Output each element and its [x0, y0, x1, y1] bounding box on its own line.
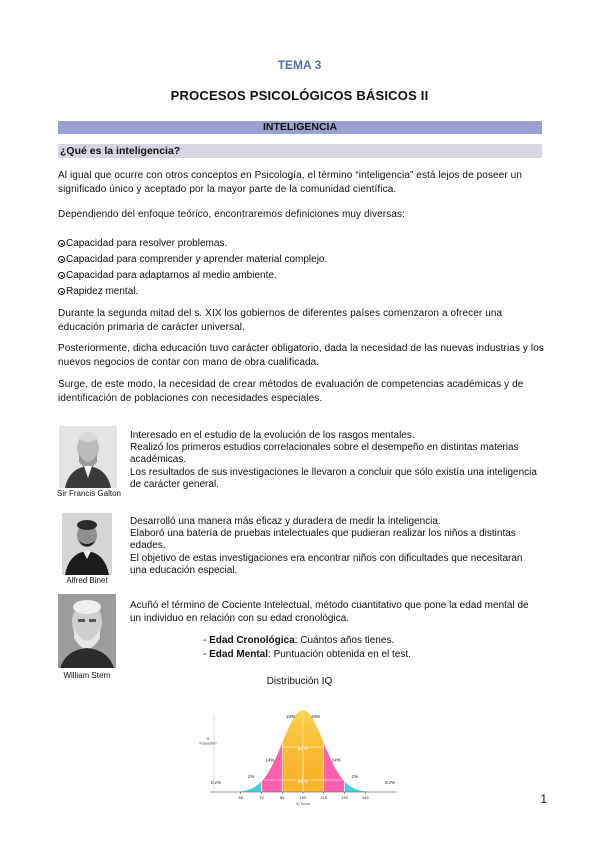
bullet-item: Capacidad para comprender y aprender material complejo.	[58, 253, 327, 267]
iq-chart-svg	[196, 700, 406, 812]
chart-band	[262, 742, 283, 792]
intro-paragraph-2: Dependiendo del enfoque teórico, encontraremos definiciones muy diversas:	[58, 209, 405, 220]
bullet-icon	[58, 288, 65, 295]
intro-paragraph-5: Surge, de este modo, la necesidad de crear métodos de evaluación de competencias académicas y de identificación de poblaciones con necesidades especiales.	[58, 379, 524, 404]
band-label: 14%	[331, 757, 341, 763]
chart-band	[241, 781, 262, 792]
iq-distribution-chart	[196, 700, 406, 812]
galton-portrait	[59, 426, 117, 488]
x-tick-label: 85	[280, 795, 285, 800]
intro-paragraph-4: Posteriormente, dicha educación tuvo carácter obligatorio, dada la necesidad de las nuevas industrias y los nuevos negocios de contar con mano de obra cualificada.	[58, 343, 544, 368]
section-heading: INTELIGENCIA	[58, 121, 542, 134]
band-label: 14%	[265, 757, 275, 763]
question-heading: ¿Qué es la inteligencia?	[58, 144, 542, 158]
x-tick-label: 70	[259, 795, 264, 800]
y-axis-label: % Population	[199, 737, 217, 746]
stern-caption: William Stern	[63, 671, 111, 680]
band-label: 2%	[247, 774, 255, 779]
tema-label: TEMA 3	[277, 58, 322, 72]
x-axis-label: IQ Score	[295, 802, 311, 806]
band-label: 2%	[351, 774, 359, 779]
bullet-item: Rapidez mental.	[58, 285, 138, 299]
chart-band	[345, 781, 366, 792]
bullet-item: Capacidad para resolver problemas.	[58, 237, 227, 251]
page-number: 1	[540, 792, 547, 806]
bullet-item: Capacidad para adaptarnos al medio ambiente.	[58, 269, 277, 283]
x-tick-label: 55	[238, 795, 243, 800]
stern-portrait	[58, 594, 116, 668]
band-label: 0.1%	[384, 780, 396, 785]
binet-portrait	[62, 513, 112, 575]
definition-item: - Edad Cronológica: Cuántos años tienes.	[203, 635, 395, 646]
intro-paragraph-3: Durante la segunda mitad del s. XIX los gobiernos de diferentes países comenzaron a ofrecer una educación primaria de carácter universal.	[58, 308, 503, 333]
x-tick-label: 115	[320, 795, 327, 800]
bullet-icon	[58, 272, 65, 279]
bracket-label: 68 %	[297, 746, 309, 751]
page-title: PROCESOS PSICOLÓGICOS BÁSICOS II	[170, 88, 429, 103]
x-tick-label: 145	[361, 795, 369, 800]
binet-text: Desarrolló una manera más eficaz y duradera de medir la inteligencia. Elaboró una batería de pruebas intelectuales que pudieran realizar los niños a distintas edades. El objetivo de estas investigaciones era encontrar niños con dificultades que necesitaran una educación especial.	[130, 516, 523, 576]
galton-caption: Sir Francis Galton	[56, 489, 122, 498]
bullet-icon	[58, 256, 65, 263]
band-label: 34%	[286, 714, 296, 719]
bullet-icon	[58, 240, 65, 247]
chart-band	[324, 742, 345, 792]
x-tick-label: 100	[299, 795, 307, 800]
bracket-label: 95 %	[297, 779, 309, 784]
galton-text: Interesado en el estudio de la evolución de los rasgos mentales. Realizó los primeros estudios correlacionales sobre el desempeño en distintas materias académicas. Los resultados de sus investigaciones le llevaron a concluir que sólo existía una inteligencia de carácter general.	[130, 430, 537, 490]
band-label: 0.1%	[210, 780, 222, 785]
intro-paragraph-1: Al igual que ocurre con otros conceptos en Psicología, el término “inteligencia” está lejos de poseer un significado único y aceptado por la mayor parte de la comunidad científica.	[58, 170, 522, 195]
band-label: 34%	[310, 714, 320, 719]
definition-item: - Edad Mental: Puntuación obtenida en el test.	[203, 649, 411, 660]
x-tick-label: 130	[341, 795, 348, 800]
stern-text: Acuñó el término de Cociente Intelectual, método cuantitativo que pone la edad mental de un individuo en relación con su edad cronológica.	[130, 600, 529, 624]
figure-title: Distribución IQ	[266, 676, 333, 687]
binet-caption: Alfred Binet	[66, 576, 108, 585]
